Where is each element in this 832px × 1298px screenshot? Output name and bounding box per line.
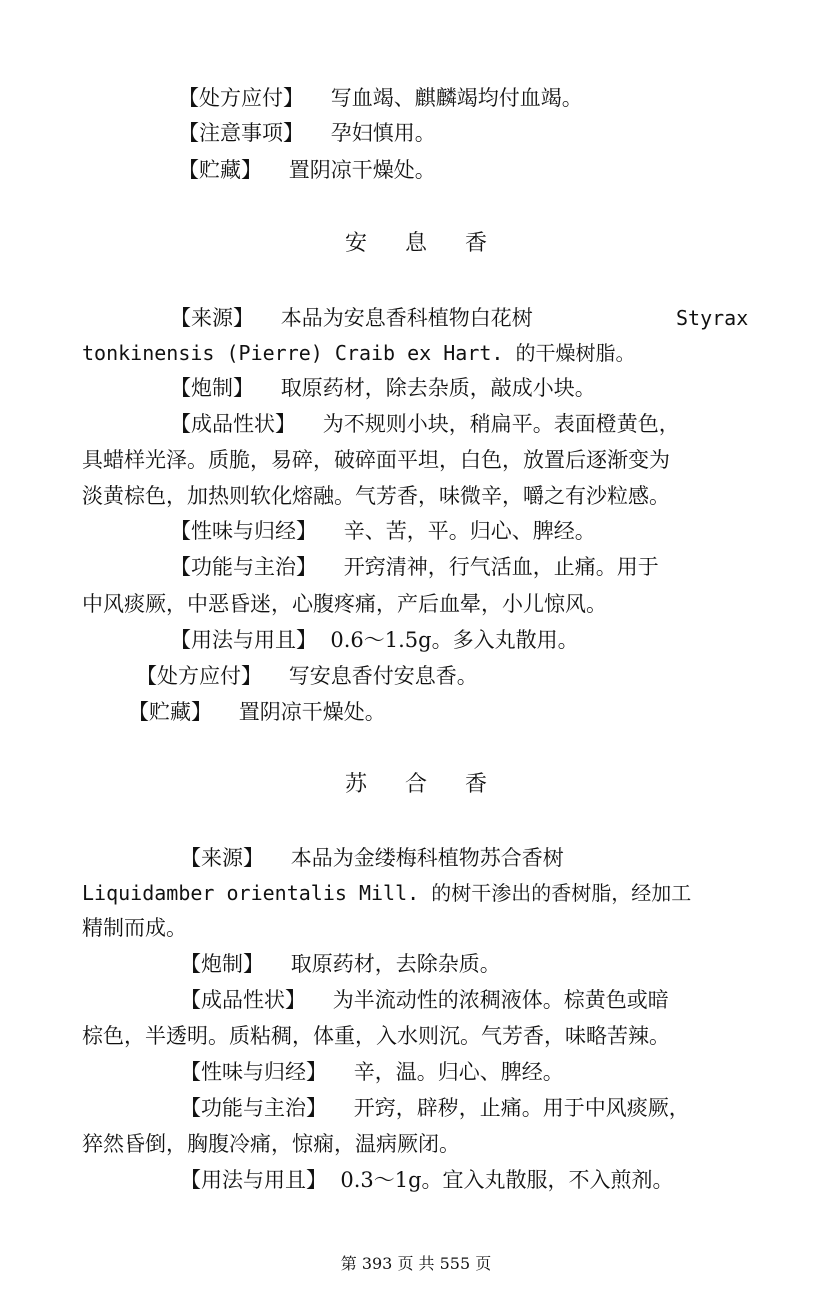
section-title-suhexiang: 苏合香 — [344, 772, 525, 797]
source-line-3: 精制而成。 — [82, 916, 187, 940]
source-line-1: 【来源】 本品为金缕梅科植物苏合香树 — [180, 846, 564, 870]
function-line-1: 【功能与主治】 开窍，辟秽，止痛。用于中风痰厥， — [180, 1096, 690, 1120]
source-line-b: Styrax — [676, 306, 749, 330]
storage-line: 【贮藏】 置阴凉干燥处。 — [178, 158, 436, 182]
page-footer: 第 393 页 共 555 页 — [340, 1254, 492, 1273]
source-line-2: Liquidamber orientalis Mill. 的树干渗出的香树脂，经加工 — [82, 881, 692, 905]
function-line-1: 【功能与主治】 开窍清神，行气活血，止痛。用于 — [170, 555, 659, 579]
properties-line-1: 【成品性状】 为不规则小块，稍扁平。表面橙黄色， — [170, 412, 680, 436]
properties-line-2: 具蜡样光泽。质脆，易碎，破碎面平坦，白色，放置后逐渐变为 — [82, 448, 670, 472]
function-line-2: 中风痰厥，中恶昏迷，心腹疼痛，产后血晕，小儿惊风。 — [82, 592, 607, 616]
processing-line: 【炮制】 取原药材，除去杂质，敲成小块。 — [170, 376, 596, 400]
section-title-anxixiang: 安息香 — [344, 231, 525, 256]
taste-meridian-line: 【性味与归经】 辛，温。归心、脾经。 — [180, 1060, 564, 1084]
prescription-line: 【处方应付】 写血竭、麒麟竭均付血竭。 — [178, 86, 583, 110]
properties-line-3: 淡黄棕色，加热则软化熔融。气芳香，味微辛，嚼之有沙粒感。 — [82, 484, 670, 508]
processing-line: 【炮制】 取原药材，去除杂质。 — [180, 952, 501, 976]
taste-meridian-line: 【性味与归经】 辛、苦，平。归心、脾经。 — [170, 519, 596, 543]
usage-line: 【用法与用且】 0.6～1.5g。多入丸散用。 — [170, 628, 579, 652]
storage-line: 【贮藏】 置阴凉干燥处。 — [128, 700, 386, 724]
source-line-a: 【来源】 本品为安息香科植物白花树 — [170, 306, 533, 330]
usage-line: 【用法与用且】 0.3～1g。宜入丸散服，不入煎剂。 — [180, 1168, 674, 1192]
precaution-line: 【注意事项】 孕妇慎用。 — [178, 121, 436, 145]
source-line-c: tonkinensis (Pierre) Craib ex Hart. 的干燥树脂。 — [82, 341, 636, 365]
properties-line-2: 棕色，半透明。质粘稠，体重，入水则沉。气芳香，味略苦辣。 — [82, 1024, 670, 1048]
prescription-line: 【处方应付】 写安息香付安息香。 — [136, 664, 478, 688]
properties-line-1: 【成品性状】 为半流动性的浓稠液体。棕黄色或暗 — [180, 988, 669, 1012]
function-line-2: 猝然昏倒，胸腹冷痛，惊痫，温病厥闭。 — [82, 1132, 460, 1156]
